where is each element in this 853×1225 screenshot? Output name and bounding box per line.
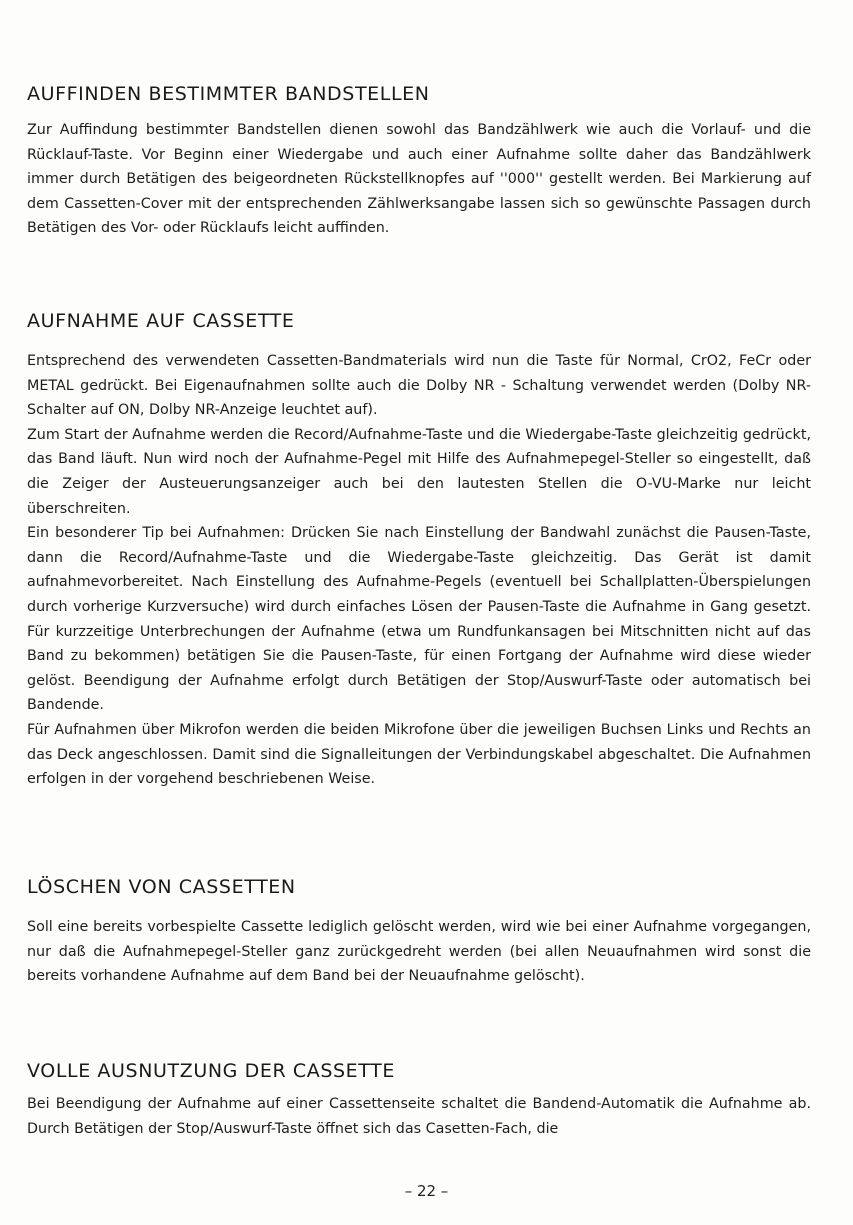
section-heading: LÖSCHEN VON CASSETTEN	[27, 876, 296, 898]
section-heading: VOLLE AUSNUTZUNG DER CASSETTE	[27, 1060, 395, 1082]
section-heading: AUFNAHME AUF CASSETTE	[27, 310, 295, 332]
section-paragraph: Zum Start der Aufnahme werden die Record/Aufnahme-Taste und die Wiedergabe-Taste gleichzeitig gedrückt, das Band läuft. Nun wird noch der Aufnahme-Pegel mit Hilfe des Aufnahmepegel-Steller so eingestellt, daß die Zeiger der Austeuerungsanzeiger auch bei den lautesten Stellen die O-VU-Marke nur leicht überschreiten.	[27, 426, 811, 517]
section-heading: AUFFINDEN BESTIMMTER BANDSTELLEN	[27, 83, 430, 105]
section-paragraph: Zur Auffindung bestimmter Bandstellen dienen sowohl das Bandzählwerk wie auch die Vorlauf- und die Rücklauf-Taste. Vor Beginn einer Wiedergabe und auch einer Aufnahme sollte daher das Bandzählwerk immer durch Betätigen des beigeordneten Rückstellknopfes auf ''000'' gestellt werden. Bei Markierung auf dem Cassetten-Cover mit der entsprechenden Zählwerksangabe lassen sich so gewünschte Passagen durch Betätigen des Vor- oder Rücklaufs leicht auffinden.	[27, 122, 811, 237]
section-loeschen	[27, 875, 811, 989]
section-paragraph: Soll eine bereits vorbespielte Cassette lediglich gelöscht werden, wird wie bei einer Aufnahme vorgegangen, nur daß die Aufnahmepegel-Steller ganz zurückgedreht werden (bei allen Neuaufnahmen wird sonst die bereits vorhandene Aufnahme auf dem Band bei der Neuaufnahme gelöscht).	[27, 919, 811, 985]
section-paragraph: Ein besonderer Tip bei Aufnahmen: Drücken Sie nach Einstellung der Bandwahl zunächst die Pausen-Taste, dann die Record/Aufnahme-Taste und die Wiedergabe-Taste gleichzeitig. Das Gerät ist damit aufnahmevorbereitet. Nach Einstellung des Aufnahme-Pegels (eventuell bei Schallplatten-Überspielungen durch vorherige Kurzversuche) wird durch einfaches Lösen der Pausen-Taste die Aufnahme in Gang gesetzt. Für kurzzeitige Unterbrechungen der Aufnahme (etwa um Rundfunkansagen bei Mitschnitten nicht auf das Band zu bekommen) betätigen Sie die Pausen-Taste, für einen Fortgang der Aufnahme wird diese wieder gelöst. Beendigung der Aufnahme erfolgt durch Betätigen der Stop/Auswurf-Taste oder automatisch bei Bandende.	[27, 525, 811, 714]
section-volle-ausnutzung	[27, 1059, 811, 1141]
section-paragraph: Für Aufnahmen über Mikrofon werden die beiden Mikrofone über die jeweiligen Buchsen Links und Rechts an das Deck angeschlossen. Damit sind die Signalleitungen der Verbindungskabel abgeschaltet. Die Aufnahmen erfolgen in der vorgehend beschriebenen Weise.	[27, 721, 811, 788]
section-aufnahme	[27, 309, 811, 792]
page-number: – 22 –	[404, 1182, 449, 1200]
section-auffinden	[27, 82, 811, 241]
section-paragraph: Bei Beendigung der Aufnahme auf einer Cassettenseite schaltet die Bandend-Automatik die Aufnahme ab. Durch Betätigen der Stop/Auswurf-Taste öffnet sich das Casetten-Fach, die	[27, 1096, 811, 1137]
section-paragraph: Entsprechend des verwendeten Cassetten-Bandmaterials wird nun die Taste für Normal, CrO2, FeCr oder METAL gedrückt. Bei Eigenaufnahmen sollte auch die Dolby NR - Schaltung verwendet werden (Dolby NR-Schalter auf ON, Dolby NR-Anzeige leuchtet auf).	[27, 353, 811, 419]
